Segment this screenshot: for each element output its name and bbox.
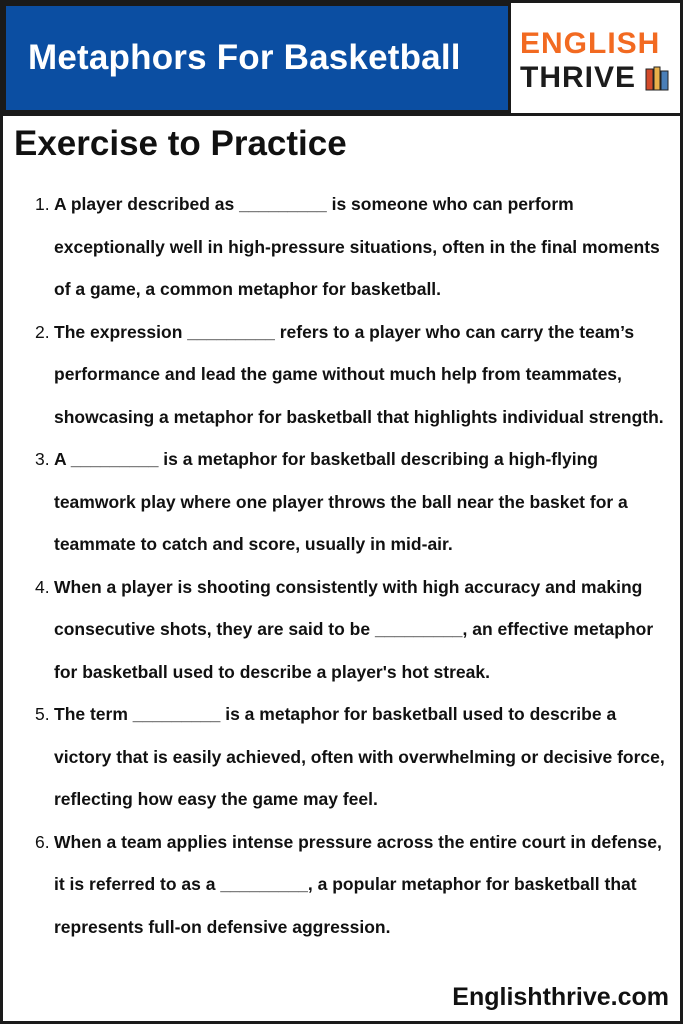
- header-divider: [3, 113, 680, 116]
- brand-logo: [512, 3, 680, 113]
- exercise-text: The term _________ is a metaphor for basketball used to describe a victory that is easily achieved, often with overwhelming or decisive force, reflecting how easy the game may feel.: [54, 704, 665, 809]
- exercise-number: 5.: [35, 704, 50, 724]
- exercise-text: When a team applies intense pressure across the entire court in defense, it is referred to as a _________, a popular metaphor for basketball that represents full-on defensive aggression.: [54, 831, 662, 937]
- logo-text-english: ENGLISH: [520, 27, 661, 60]
- exercise-text: A _________ is a metaphor for basketball describing a high-flying teamwork play where one player throws the ball near the basket for a teammate to catch and score, usually in mid-air.: [54, 449, 628, 554]
- exercise-text: The expression _________ refers to a player who can carry the team’s performance and lead the game without much help from teammates, showcasing a metaphor for basketball that highlights individual strength.: [54, 321, 664, 427]
- title-banner: [3, 3, 511, 113]
- exercise-number: 2.: [35, 321, 50, 342]
- exercise-number: 1.: [35, 194, 50, 214]
- exercise-number: 3.: [35, 449, 50, 469]
- logo-text-thrive: THRIVE: [520, 61, 637, 94]
- footer-site-link[interactable]: Englishthrive.com: [452, 983, 669, 1011]
- exercise-number: 6.: [35, 831, 50, 852]
- exercise-list: [0, 183, 683, 948]
- page-title: Metaphors For Basketball: [28, 38, 461, 77]
- exercise-item: [0, 693, 683, 821]
- section-title: Exercise to Practice: [14, 124, 347, 163]
- exercise-item: [0, 566, 683, 694]
- exercise-item: [0, 821, 683, 949]
- exercise-item: [0, 311, 683, 439]
- book-stack-icon: [645, 65, 669, 91]
- exercise-item: [0, 438, 683, 566]
- exercise-item: [0, 183, 683, 311]
- exercise-text: When a player is shooting consistently with high accuracy and making consecutive shots, they are said to be _________, an effective metaphor for basketball used to describe a player's hot streak.: [54, 576, 654, 682]
- exercise-number: 4.: [35, 576, 50, 597]
- exercise-text: A player described as _________ is someone who can perform exceptionally well in high-pressure situations, often in the final moments of a game, a common metaphor for basketball.: [54, 194, 660, 299]
